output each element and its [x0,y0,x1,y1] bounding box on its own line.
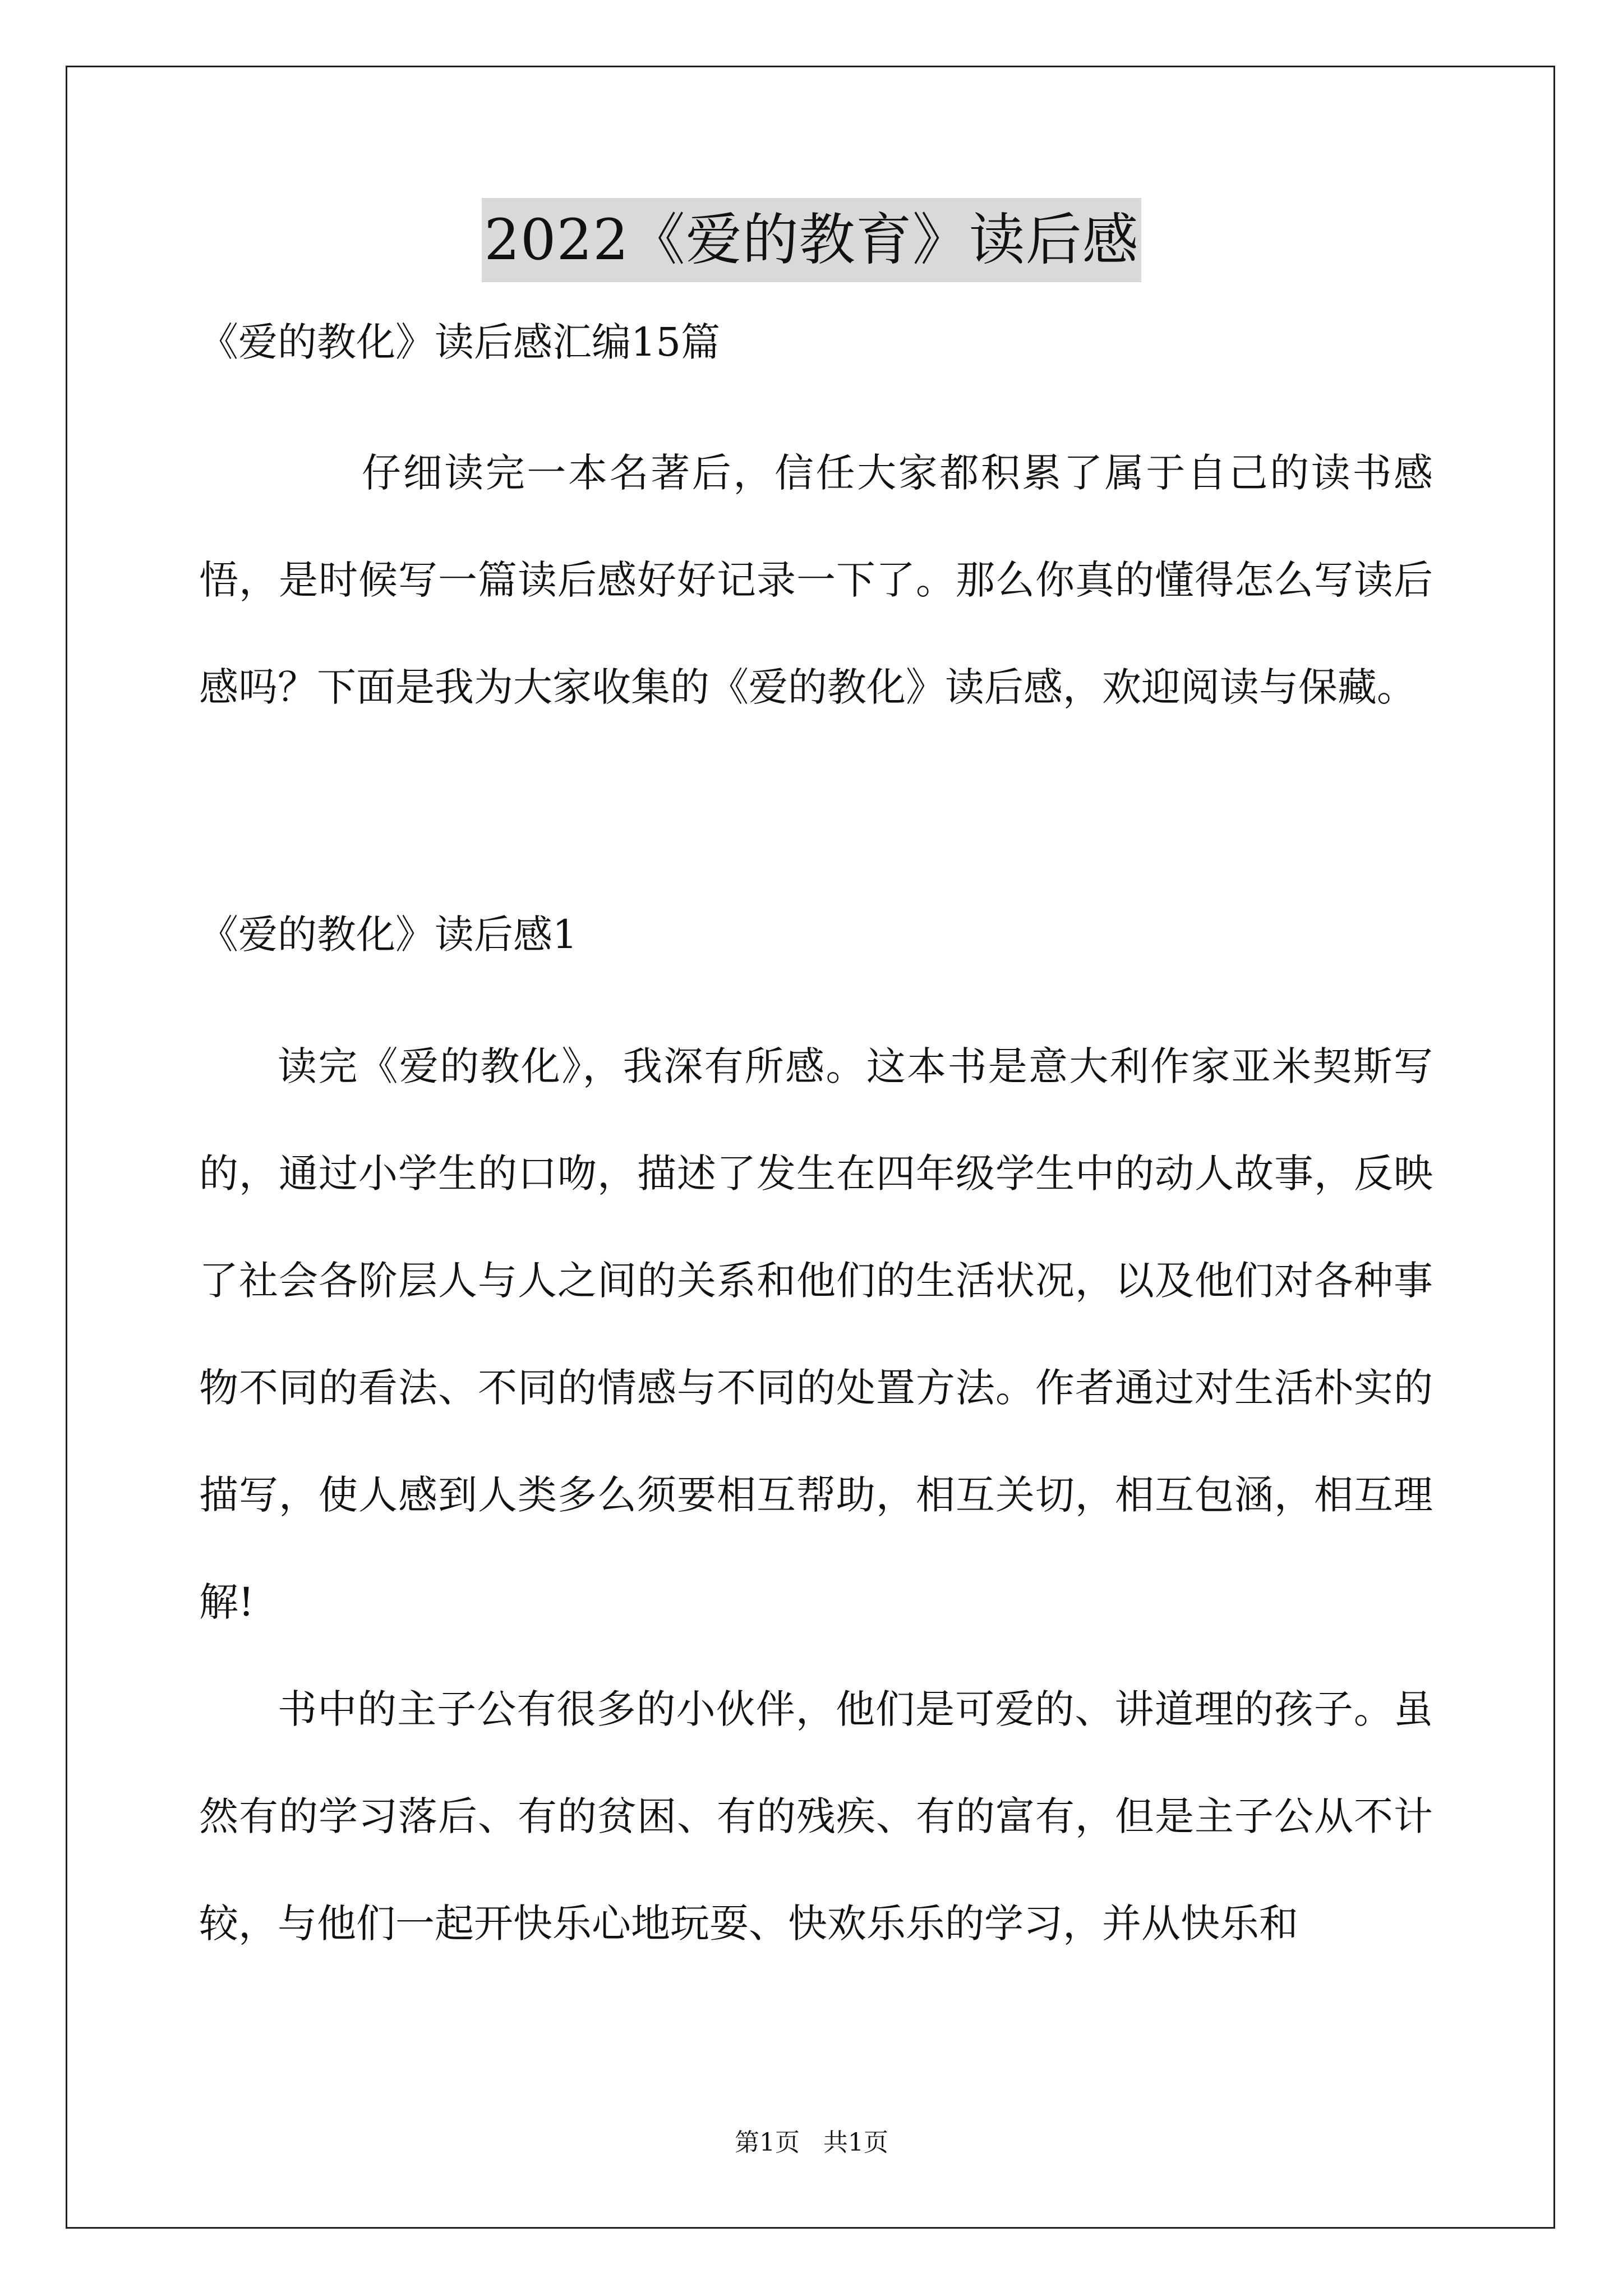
page-footer: 第1页 共1页 [735,2128,888,2157]
spacer [199,741,1433,907]
document-subtitle: 《爱的教化》读后感汇编15篇 [199,319,721,365]
spacer [199,370,1433,420]
body-paragraph-2: 书中的主子公有很多的小伙伴，他们是可爱的、讲道理的孩子。虽然有的学习落后、有的贫困、有的残疾、有的富有，但是主子公从不计较，与他们一起开快乐心地玩耍、快欢乐乐的学习，并从快乐和 [199,1686,1433,1947]
section-title: 《爱的教化》读后感1 [199,912,578,958]
document-title: 2022《爱的教育》读后感 [482,198,1141,282]
title-container [0,198,1623,282]
body-paragraph-1: 读完《爱的教化》，我深有所感。这本书是意大利作家亚米契斯写的，通过小学生的口吻，描述了发生在四年级学生中的动人故事，反映了社会各阶层人与人之间的关系和他们的生活状况，以及他们对各种事物不同的看法、不同的情感与不同的处置方法。作者通过对生活朴实的描写，使人感到人类多么须要相互帮助，相互关切，相互包涵，相互理解! [199,1043,1433,1625]
document-body [199,314,1433,1977]
intro-paragraph: 仔细读完一本名著后，信任大家都积累了属于自己的读书感悟，是时候写一篇读后感好好记录一下了。那么你真的懂得怎么写读后感吗？下面是我为大家收集的《爱的教化》读后感，欢迎阅读与保藏。 [199,450,1433,710]
